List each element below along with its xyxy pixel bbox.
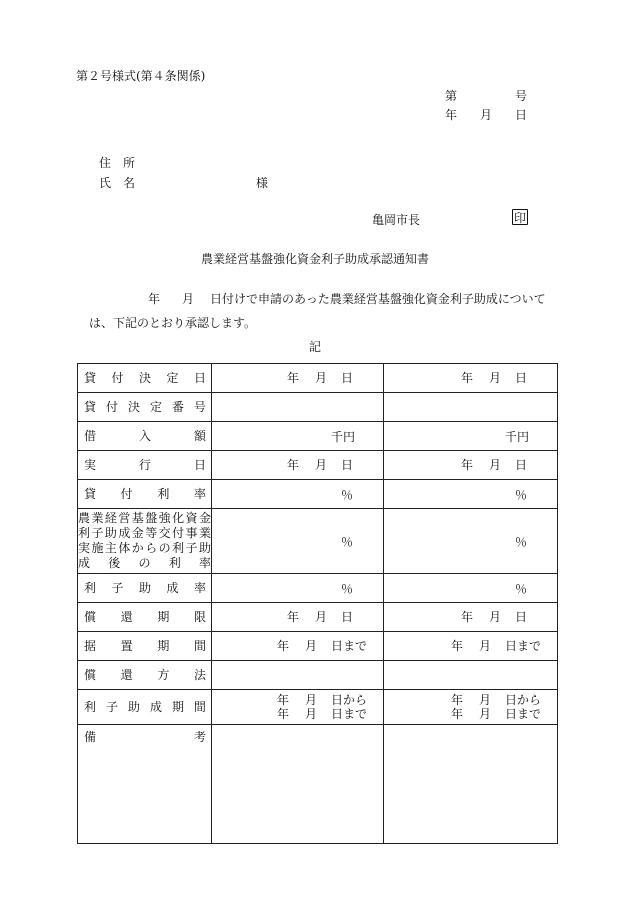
date-year: 年 <box>277 693 290 707</box>
table-row <box>78 661 558 690</box>
date-fields <box>384 639 557 653</box>
row-label <box>78 729 211 745</box>
date-fields <box>384 693 557 707</box>
row-label-char: 額 <box>193 429 206 443</box>
row-label-char: 業 <box>198 526 211 540</box>
row-label-line <box>78 556 211 571</box>
table-row <box>78 690 558 725</box>
value-cell-left[interactable] <box>212 661 384 690</box>
row-label-char: 利 <box>168 556 181 570</box>
date-year: 年 <box>460 371 473 385</box>
form-number-label: 第２号様式(第４条関係) <box>76 69 206 83</box>
row-label-char: 付 <box>120 487 133 501</box>
table-row <box>78 364 558 393</box>
row-label-char: 利 <box>78 526 91 540</box>
row-label-char: 事 <box>185 526 198 540</box>
table-row <box>78 509 558 574</box>
row-label-char: 交 <box>158 526 171 540</box>
body-year: 年 <box>148 292 161 306</box>
unit-label: 千円 <box>504 429 529 444</box>
body-month: 月 <box>182 292 195 306</box>
row-label-char: 方 <box>157 668 170 682</box>
table-row <box>78 422 558 451</box>
date-fields <box>384 371 557 385</box>
address-char: 所 <box>122 156 135 170</box>
row-label-char: 還 <box>120 610 133 624</box>
value-cell-left[interactable] <box>212 422 384 451</box>
row-label-char: 付 <box>172 526 185 540</box>
body-text-line-2: は、下記のとおり承認します。 <box>89 316 257 330</box>
date-month: 月 <box>314 610 327 624</box>
row-label-char: 助 <box>198 541 211 555</box>
row-label-char: 子 <box>185 541 198 555</box>
row-label-cell <box>78 364 212 393</box>
row-label-char: 基 <box>131 511 144 525</box>
table-row <box>78 451 558 480</box>
date-month: 月 <box>479 707 492 721</box>
row-label-cell <box>78 725 212 844</box>
row-label-cell <box>78 422 212 451</box>
row-label-char: 日 <box>193 458 206 472</box>
date-day: 日から <box>331 693 368 707</box>
honorific-sama: 様 <box>256 176 269 190</box>
row-label-char: 後 <box>108 556 121 570</box>
row-label-char: 法 <box>193 668 206 682</box>
row-label-cell <box>78 603 212 632</box>
date-day: 日 <box>340 610 353 624</box>
row-label-char: 業 <box>91 511 104 525</box>
value-cell-left[interactable] <box>212 574 384 603</box>
table-row <box>78 574 558 603</box>
row-label-char: 利 <box>84 700 97 714</box>
body-text-rest: 日付けで申請のあった農業経営基盤強化資金利子助成につい <box>210 292 534 306</box>
row-label-char: 定 <box>166 371 179 385</box>
row-label-char: 期 <box>157 610 170 624</box>
date-day: 日 <box>340 371 353 385</box>
date-month: 月 <box>305 707 318 721</box>
unit-label: ％ <box>514 581 527 596</box>
date-fields <box>212 458 383 472</box>
date-day: 日 <box>514 610 527 624</box>
row-label-char: 号 <box>193 400 206 414</box>
document-number-suffix: 号 <box>514 89 527 103</box>
row-label-char: 成 <box>149 700 162 714</box>
row-label <box>78 699 211 715</box>
value-cell-left[interactable] <box>212 364 384 393</box>
row-label-char: 助 <box>104 526 117 540</box>
row-label-char: 率 <box>193 487 206 501</box>
row-label-char: 助 <box>127 700 140 714</box>
row-label-char: 金 <box>198 511 211 525</box>
row-label-char: 償 <box>84 610 97 624</box>
date-fields <box>384 610 557 624</box>
row-label-char: 農 <box>78 511 91 525</box>
date-fields <box>384 707 557 721</box>
row-label <box>78 457 211 473</box>
value-cell-left[interactable] <box>212 603 384 632</box>
row-label-char: 決 <box>138 371 151 385</box>
date-month: 月 <box>488 458 501 472</box>
row-label-char: 番 <box>171 400 184 414</box>
date-month: 月 <box>479 639 492 653</box>
date-fields <box>212 610 383 624</box>
document-title: 農業経営基盤強化資金利子助成承認通知書 <box>200 252 429 266</box>
value-cell-left[interactable] <box>212 509 384 574</box>
value-cell-right[interactable] <box>384 451 558 480</box>
row-label-char: 主 <box>104 541 117 555</box>
date-month: 月 <box>479 693 492 707</box>
date-year: 年 <box>286 610 299 624</box>
document-date-year: 年 <box>445 108 458 122</box>
value-cell-right[interactable] <box>384 661 558 690</box>
row-label-cell <box>78 690 212 725</box>
row-label-char: の <box>138 556 151 570</box>
row-label-char: 成 <box>118 526 131 540</box>
row-label-char: 強 <box>158 511 171 525</box>
value-cell-left[interactable] <box>212 690 384 725</box>
row-label-cell <box>78 509 212 574</box>
row-label-char: 付 <box>111 371 124 385</box>
unit-label: ％ <box>340 581 353 596</box>
row-label-char: 子 <box>111 581 124 595</box>
unit-label: ％ <box>514 534 527 549</box>
row-label-cell <box>78 393 212 422</box>
value-cell-left[interactable] <box>212 451 384 480</box>
date-year: 年 <box>277 707 290 721</box>
row-label-char: 償 <box>84 668 97 682</box>
row-label-char: 貸 <box>84 371 97 385</box>
date-month: 月 <box>305 693 318 707</box>
row-label-char: 据 <box>84 639 97 653</box>
row-label-char: ら <box>145 541 158 555</box>
date-fields <box>384 458 557 472</box>
value-cell-right[interactable] <box>384 632 558 661</box>
row-label <box>78 638 211 654</box>
row-label <box>78 609 211 625</box>
row-label-char: 盤 <box>145 511 158 525</box>
date-year: 年 <box>460 610 473 624</box>
date-fields <box>212 693 383 707</box>
date-year: 年 <box>286 458 299 472</box>
row-label-char: 貸 <box>84 400 97 414</box>
date-day: 日 <box>340 458 353 472</box>
row-label-char: 置 <box>120 639 133 653</box>
body-text-end: て <box>533 292 546 306</box>
row-label-char: 助 <box>138 581 151 595</box>
value-cell-left[interactable] <box>212 725 384 844</box>
document-date-day: 日 <box>514 108 527 122</box>
ki-heading: 記 <box>308 340 321 354</box>
date-year: 年 <box>451 693 464 707</box>
row-label-cell <box>78 661 212 690</box>
row-label-char: 体 <box>118 541 131 555</box>
date-year: 年 <box>286 371 299 385</box>
row-label-char: 貸 <box>84 487 97 501</box>
document-number-prefix: 第 <box>445 89 458 103</box>
row-label-char: 定 <box>149 400 162 414</box>
date-day: 日から <box>505 693 542 707</box>
value-cell-right[interactable] <box>384 574 558 603</box>
table-row <box>78 632 558 661</box>
date-month: 月 <box>314 458 327 472</box>
row-label-char: 実 <box>84 458 97 472</box>
row-label-char: 率 <box>198 556 211 570</box>
date-month: 月 <box>488 371 501 385</box>
table-row <box>78 480 558 509</box>
row-label-char: 期 <box>157 639 170 653</box>
document-number <box>445 88 527 104</box>
row-label-char: 実 <box>78 541 91 555</box>
row-label-char: 成 <box>78 556 91 570</box>
date-year: 年 <box>277 639 290 653</box>
row-label-line <box>78 541 211 556</box>
value-cell-right[interactable] <box>384 422 558 451</box>
row-label-cell <box>78 451 212 480</box>
row-label-char: 営 <box>118 511 131 525</box>
row-label <box>78 667 211 683</box>
row-label-char: 経 <box>104 511 117 525</box>
row-label-char: 考 <box>193 730 206 744</box>
name-label <box>99 175 135 191</box>
date-year: 年 <box>451 707 464 721</box>
date-day: 日まで <box>505 707 542 721</box>
row-label-char: 成 <box>166 581 179 595</box>
row-label-char: 間 <box>193 700 206 714</box>
date-day: 日まで <box>505 639 542 653</box>
body-text-line-1 <box>148 291 546 307</box>
row-label-char: 期 <box>171 700 184 714</box>
row-label-char: 借 <box>84 429 97 443</box>
table-row <box>78 725 558 844</box>
row-label-char: 限 <box>193 610 206 624</box>
row-label-char: 資 <box>185 511 198 525</box>
row-label-char: 化 <box>172 511 185 525</box>
row-label-char: 入 <box>138 429 151 443</box>
issuer-title: 亀岡市長 <box>372 213 421 227</box>
unit-label: ％ <box>340 487 353 502</box>
row-label <box>78 399 211 415</box>
row-label-char: 利 <box>157 487 170 501</box>
value-cell-left[interactable] <box>212 632 384 661</box>
address-char: 住 <box>99 156 112 170</box>
date-fields <box>212 371 383 385</box>
unit-label: ％ <box>340 534 353 549</box>
row-label-char: か <box>131 541 144 555</box>
row-label-char: 行 <box>138 458 151 472</box>
row-label-cell <box>78 480 212 509</box>
date-fields <box>212 707 383 721</box>
date-month: 月 <box>488 610 501 624</box>
date-year: 年 <box>451 639 464 653</box>
row-label <box>78 370 211 386</box>
name-char: 名 <box>122 176 135 190</box>
row-label-char: 率 <box>193 581 206 595</box>
date-month: 月 <box>305 639 318 653</box>
row-label <box>78 580 211 596</box>
row-label-char: 子 <box>91 526 104 540</box>
name-char: 氏 <box>99 176 112 190</box>
value-cell-right[interactable] <box>384 364 558 393</box>
value-cell-right[interactable] <box>384 725 558 844</box>
seal-mark: 印 <box>513 211 526 225</box>
row-label-line <box>78 511 211 526</box>
row-label-cell <box>78 574 212 603</box>
value-cell-left[interactable] <box>212 480 384 509</box>
value-cell-right[interactable] <box>384 393 558 422</box>
row-label-char: の <box>158 541 171 555</box>
value-cell-right[interactable] <box>384 603 558 632</box>
row-label-char: 等 <box>145 526 158 540</box>
value-cell-right[interactable] <box>384 690 558 725</box>
date-day: 日 <box>514 458 527 472</box>
date-fields <box>212 639 383 653</box>
row-label-char: 決 <box>127 400 140 414</box>
table-row <box>78 393 558 422</box>
value-cell-right[interactable] <box>384 509 558 574</box>
date-year: 年 <box>460 458 473 472</box>
row-label-char: 間 <box>193 639 206 653</box>
date-month: 月 <box>314 371 327 385</box>
row-label-char: 還 <box>120 668 133 682</box>
row-label-char: 日 <box>193 371 206 385</box>
unit-label: ％ <box>514 487 527 502</box>
row-label-char: 備 <box>84 730 97 744</box>
date-day: 日まで <box>331 707 368 721</box>
address-label <box>99 155 135 171</box>
row-label-cell <box>78 632 212 661</box>
date-day: 日 <box>514 371 527 385</box>
unit-label: 千円 <box>330 429 355 444</box>
row-label-char: 施 <box>91 541 104 555</box>
document-date <box>445 107 527 123</box>
row-label-char: 金 <box>131 526 144 540</box>
row-label-char: 付 <box>105 400 118 414</box>
loan-details-table <box>77 363 558 844</box>
row-label <box>78 428 211 444</box>
row-label-char: 利 <box>84 581 97 595</box>
value-cell-left[interactable] <box>212 393 384 422</box>
row-label-char: 利 <box>172 541 185 555</box>
date-day: 日まで <box>331 639 368 653</box>
table-row <box>78 603 558 632</box>
row-label-char: 子 <box>105 700 118 714</box>
row-label-line <box>78 526 211 541</box>
document-date-month: 月 <box>479 108 492 122</box>
row-label <box>78 486 211 502</box>
value-cell-right[interactable] <box>384 480 558 509</box>
